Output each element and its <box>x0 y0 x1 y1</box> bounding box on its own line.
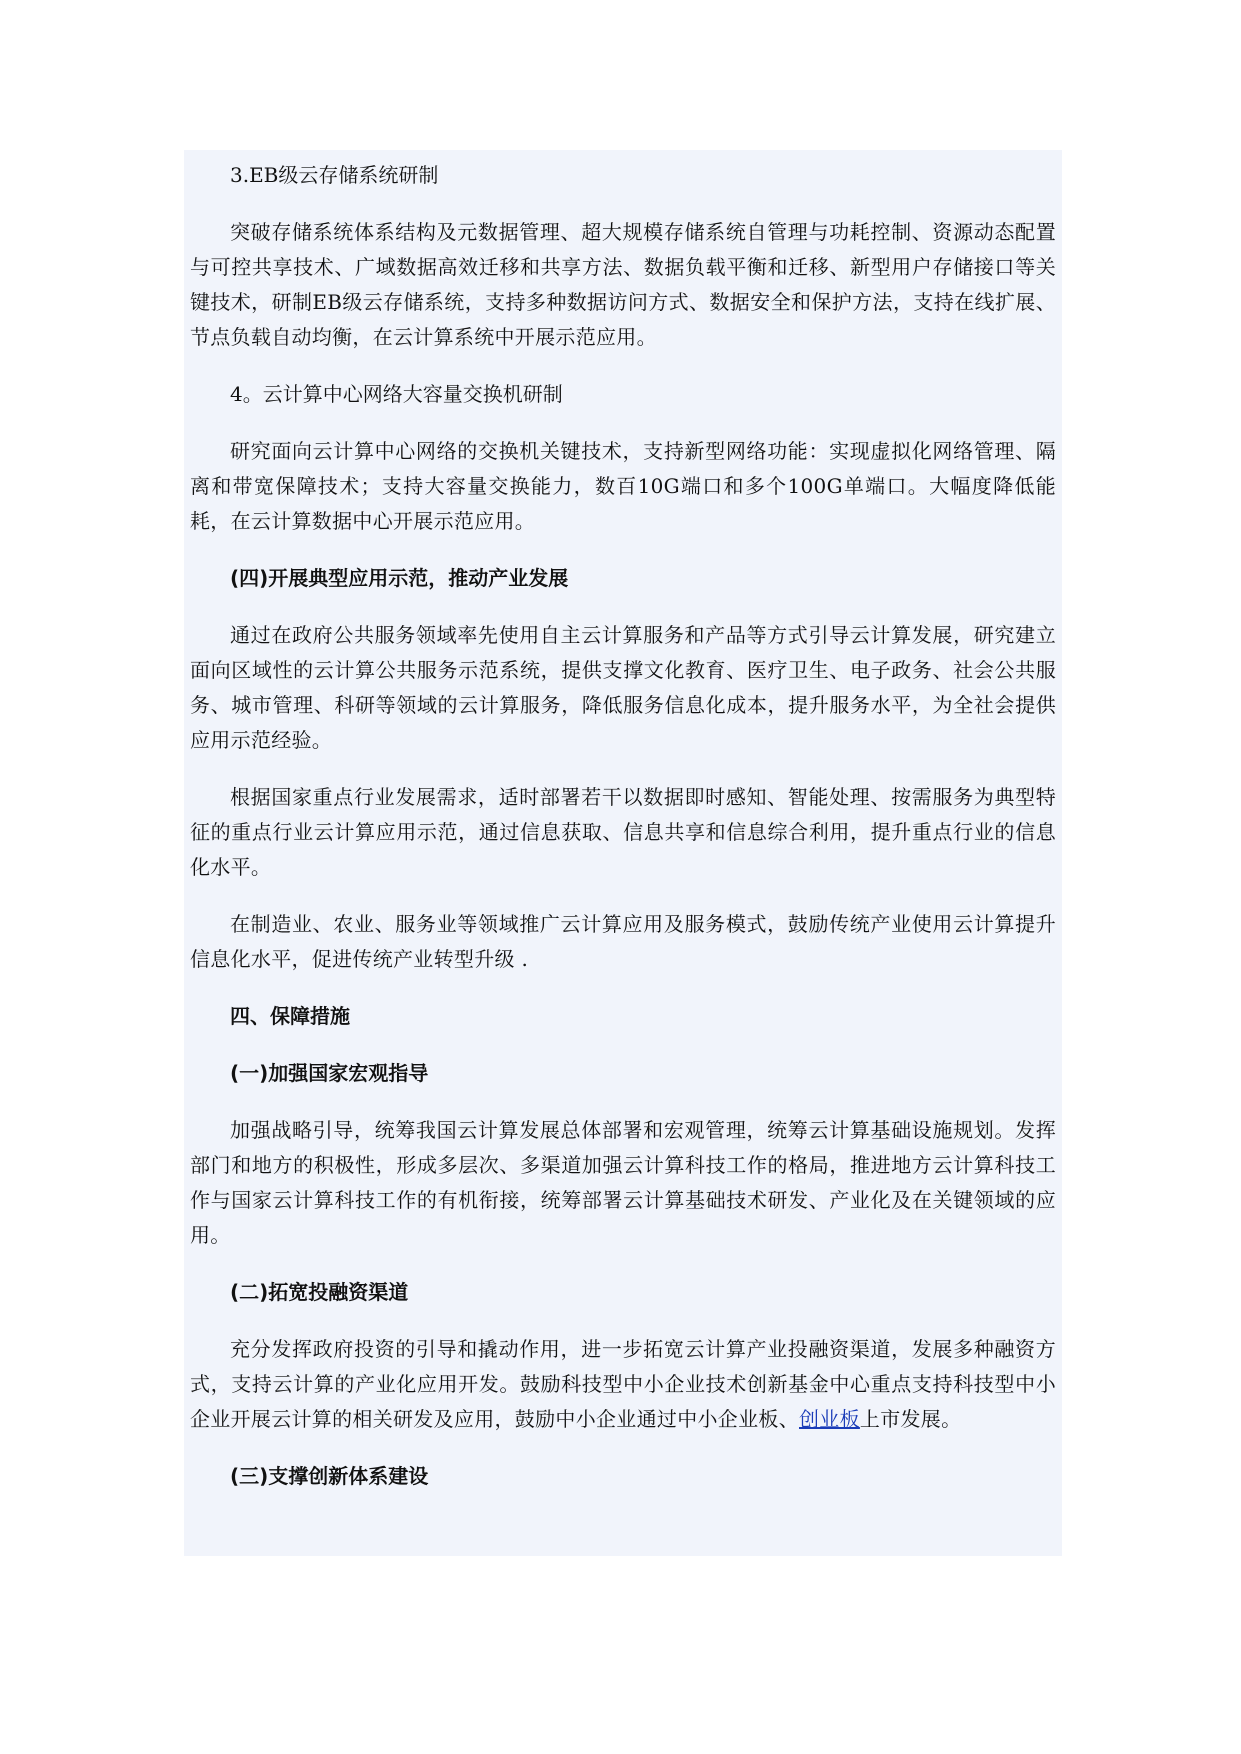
paragraph-demo-industry: 根据国家重点行业发展需求，适时部署若干以数据即时感知、智能处理、按需服务为典型特征的重点行业云计算应用示范，通过信息获取、信息共享和信息综合利用，提升重点行业的信息化水平。 <box>190 785 1056 879</box>
section-heading-guidance: (一)加强国家宏观指导 <box>230 1061 429 1085</box>
paragraph-switch: 研究面向云计算中心网络的交换机关键技术，支持新型网络功能：实现虚拟化网络管理、隔离和带宽保障技术；支持大容量交换能力，数百10G端口和多个100G单端口。大幅度降低能耗，在云计算数据中心开展示范应用。 <box>190 439 1056 533</box>
section-heading-measures: 四、保障措施 <box>230 1004 350 1028</box>
paragraph-finance-text: 充分发挥政府投资的引导和撬动作用，进一步拓宽云计算产业投融资渠道，发展多种融资方式，支持云计算的产业化应用开发。鼓励科技型中小企业技术创新基金中心重点支持科技型中小企业开展云计算的相关研发及应用，鼓励中小企业通过中小企业板、 <box>190 1337 1056 1431</box>
paragraph-guidance: 加强战略引导，统筹我国云计算发展总体部署和宏观管理，统筹云计算基础设施规划。发挥部门和地方的积极性，形成多层次、多渠道加强云计算科技工作的格局，推进地方云计算科技工作与国家云计算科技工作的有机衔接，统筹部署云计算基础技术研发、产业化及在关键领域的应用。 <box>190 1118 1056 1247</box>
document-content <box>184 150 1062 1556</box>
section-heading-finance: (二)拓宽投融资渠道 <box>230 1280 409 1304</box>
paragraph-finance <box>190 1332 1056 1437</box>
section-heading-eb-storage: 3.EB级云存储系统研制 <box>230 163 439 187</box>
paragraph-finance-text-end: 上市发展。 <box>859 1407 962 1431</box>
section-heading-switch: 4。云计算中心网络大容量交换机研制 <box>230 382 563 406</box>
paragraph-eb-storage: 突破存储系统体系结构及元数据管理、超大规模存储系统自管理与功耗控制、资源动态配置与可控共享技术、广域数据高效迁移和共享方法、数据负载平衡和迁移、新型用户存储接口等关键技术，研制EB级云存储系统，支持多种数据访问方式、数据安全和保护方法，支持在线扩展、节点负载自动均衡，在云计算系统中开展示范应用。 <box>190 220 1056 349</box>
section-heading-demo: (四)开展典型应用示范，推动产业发展 <box>230 566 569 590</box>
paragraph-demo-traditional: 在制造业、农业、服务业等领域推广云计算应用及服务模式，鼓励传统产业使用云计算提升信息化水平，促进传统产业转型升级 . <box>190 912 1056 971</box>
section-heading-innovation: (三)支撑创新体系建设 <box>230 1464 429 1488</box>
paragraph-demo-public-service: 通过在政府公共服务领域率先使用自主云计算服务和产品等方式引导云计算发展，研究建立面向区域性的云计算公共服务示范系统，提供支撑文化教育、医疗卫生、电子政务、社会公共服务、城市管理、科研等领域的云计算服务，降低服务信息化成本，提升服务水平，为全社会提供应用示范经验。 <box>190 623 1056 752</box>
link-chuangyeban[interactable]: 创业板 <box>799 1407 860 1431</box>
